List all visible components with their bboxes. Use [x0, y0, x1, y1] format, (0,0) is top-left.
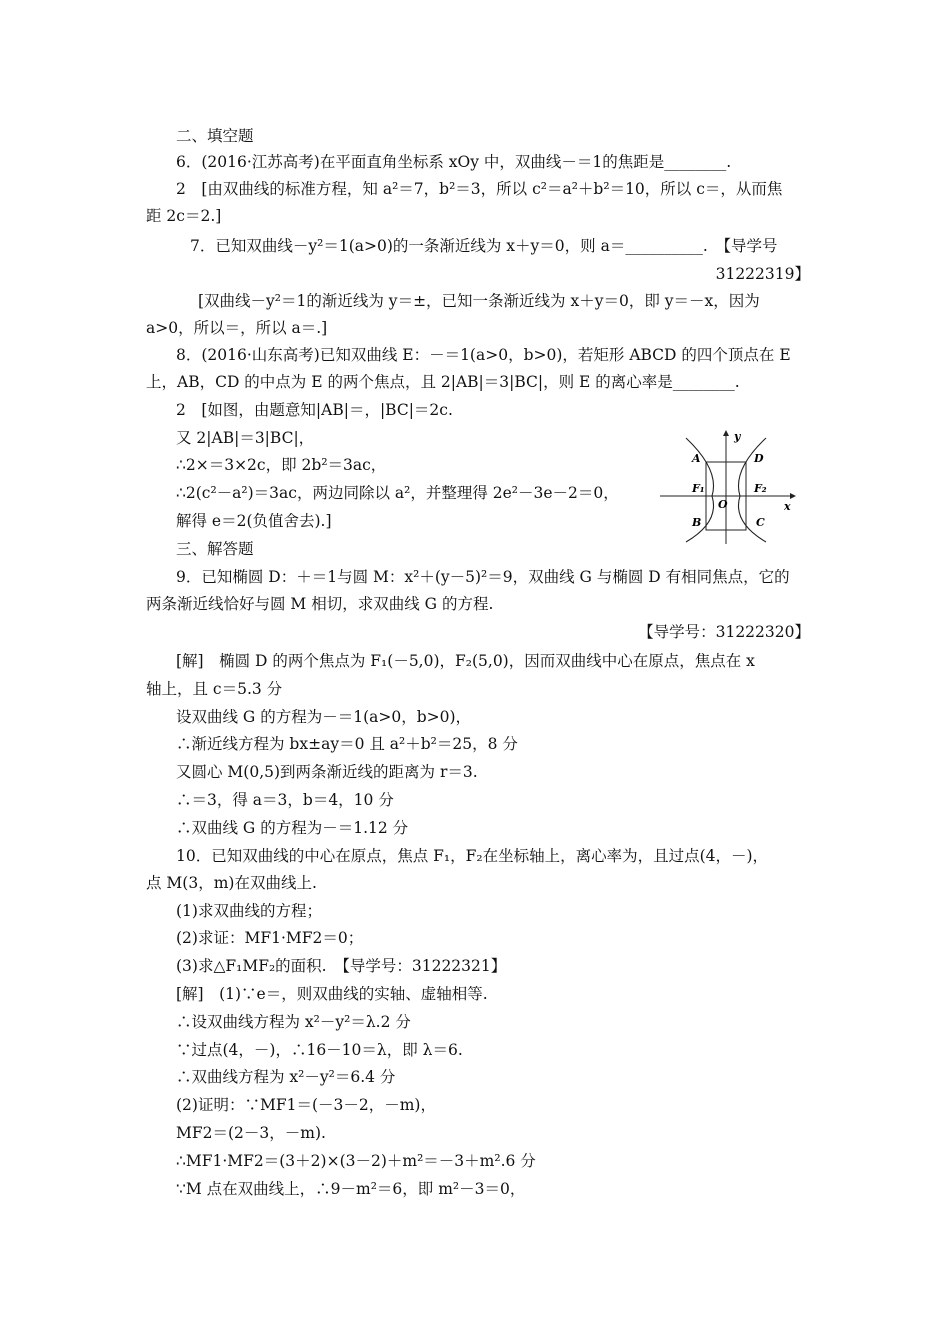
text-line: ∴双曲线 G 的方程为－＝1.12 分	[176, 819, 409, 837]
text-line: 二、填空题	[176, 127, 254, 145]
text-line: ∴2(c²－a²)＝3ac，两边同除以 a²，并整理得 2e²－3e－2＝0，	[176, 484, 619, 502]
text-line: [解] (1)∵e＝，则双曲线的实轴、虚轴相等.	[176, 985, 488, 1003]
text-line: ∵过点(4，－)，∴16－10＝λ，即 λ＝6.	[176, 1041, 463, 1059]
text-line: 三、解答题	[176, 540, 254, 558]
text-line: (2)证明：∵MF1＝(－3－2，－m)，	[176, 1096, 436, 1114]
text-line: (1)求双曲线的方程；	[176, 902, 322, 920]
text-line: 轴上，且 c＝5.3 分	[146, 680, 283, 698]
text-line: 设双曲线 G 的方程为－＝1(a>0，b>0)，	[176, 708, 472, 726]
text-line: ∴＝3，得 a＝3，b＝4，10 分	[176, 791, 394, 809]
text-line: 7．已知双曲线－y²＝1(a>0)的一条渐近线为 x＋y＝0，则 a＝__________. 【导学号	[190, 237, 778, 255]
label-b: B	[692, 516, 702, 529]
label-x: x	[784, 500, 791, 513]
x-axis-arrow	[790, 493, 796, 499]
text-line: ∵M 点在双曲线上，∴9－m²＝6，即 m²－3＝0，	[176, 1180, 526, 1198]
text-line: 2 [由双曲线的标准方程，知 a²＝7，b²＝3，所以 c²＝a²＋b²＝10，所以 c＝，从而焦	[176, 180, 783, 198]
label-f2: F₂	[754, 482, 767, 495]
label-y: y	[734, 430, 741, 443]
text-line: 又 2|AB|＝3|BC|，	[176, 429, 315, 447]
text-line: 点 M(3，m)在双曲线上.	[146, 874, 317, 892]
text-line: [解] 椭圆 D 的两个焦点为 F₁(－5,0)，F₂(5,0)，因而双曲线中心在原点，焦点在 x	[176, 652, 755, 670]
label-d: D	[754, 452, 764, 465]
text-line: ∴2×＝3×2c，即 2b²＝3ac，	[176, 456, 387, 474]
text-line: 8．(2016·山东高考)已知双曲线 E：－＝1(a>0，b>0)，若矩形 ABCD 的四个顶点在 E	[176, 346, 791, 364]
text-line: MF2＝(2－3，－m).	[176, 1124, 326, 1142]
label-f1: F₁	[692, 482, 705, 495]
text-line: ∴渐近线方程为 bx±ay＝0 且 a²＋b²＝25，8 分	[176, 735, 518, 753]
text-line: ∴MF1·MF2＝(3＋2)×(3－2)＋m²＝－3＋m².6 分	[176, 1152, 536, 1170]
text-line: a>0，所以＝，所以 a＝.]	[146, 319, 328, 337]
text-line: 10．已知双曲线的中心在原点，焦点 F₁，F₂在坐标轴上，离心率为，且过点(4，－)，	[176, 847, 769, 865]
label-c: C	[756, 516, 765, 529]
text-line: ∴设双曲线方程为 x²－y²＝λ.2 分	[176, 1013, 411, 1031]
text-line: 距 2c＝2.]	[146, 207, 222, 225]
y-axis-arrow	[723, 430, 729, 436]
text-line: (3)求△F₁MF₂的面积. 【导学号：31222321】	[176, 957, 507, 975]
text-line: 又圆心 M(0,5)到两条渐近线的距离为 r＝3.	[176, 763, 478, 781]
text-line: 两条渐近线恰好与圆 M 相切，求双曲线 G 的方程.	[146, 595, 494, 613]
text-line: 9．已知椭圆 D：＋＝1与圆 M：x²＋(y－5)²＝9，双曲线 G 与椭圆 D 有相同焦点，它的	[176, 568, 790, 586]
text-line: 2 [如图，由题意知|AB|＝，|BC|＝2c.	[176, 401, 453, 419]
hyperbola-figure	[656, 428, 796, 544]
text-line: [双曲线－y²＝1的渐近线为 y＝±，已知一条渐近线为 x＋y＝0，即 y＝－x，因为	[198, 292, 760, 310]
text-line: 解得 e＝2(负值舍去).]	[176, 512, 332, 530]
text-line: 上，AB，CD 的中点为 E 的两个焦点，且 2|AB|＝3|BC|，则 E 的离心率是________.	[146, 373, 740, 391]
text-line: 31222319】	[715, 265, 810, 283]
label-a: A	[692, 452, 701, 465]
label-o: O	[718, 498, 728, 511]
text-line: (2)求证：MF1·MF2＝0；	[176, 929, 364, 947]
text-line: 【导学号：31222320】	[638, 623, 810, 641]
text-line: 6．(2016·江苏高考)在平面直角坐标系 xOy 中，双曲线－＝1的焦距是________.	[176, 153, 732, 171]
text-line: ∴双曲线方程为 x²－y²＝6.4 分	[176, 1068, 396, 1086]
